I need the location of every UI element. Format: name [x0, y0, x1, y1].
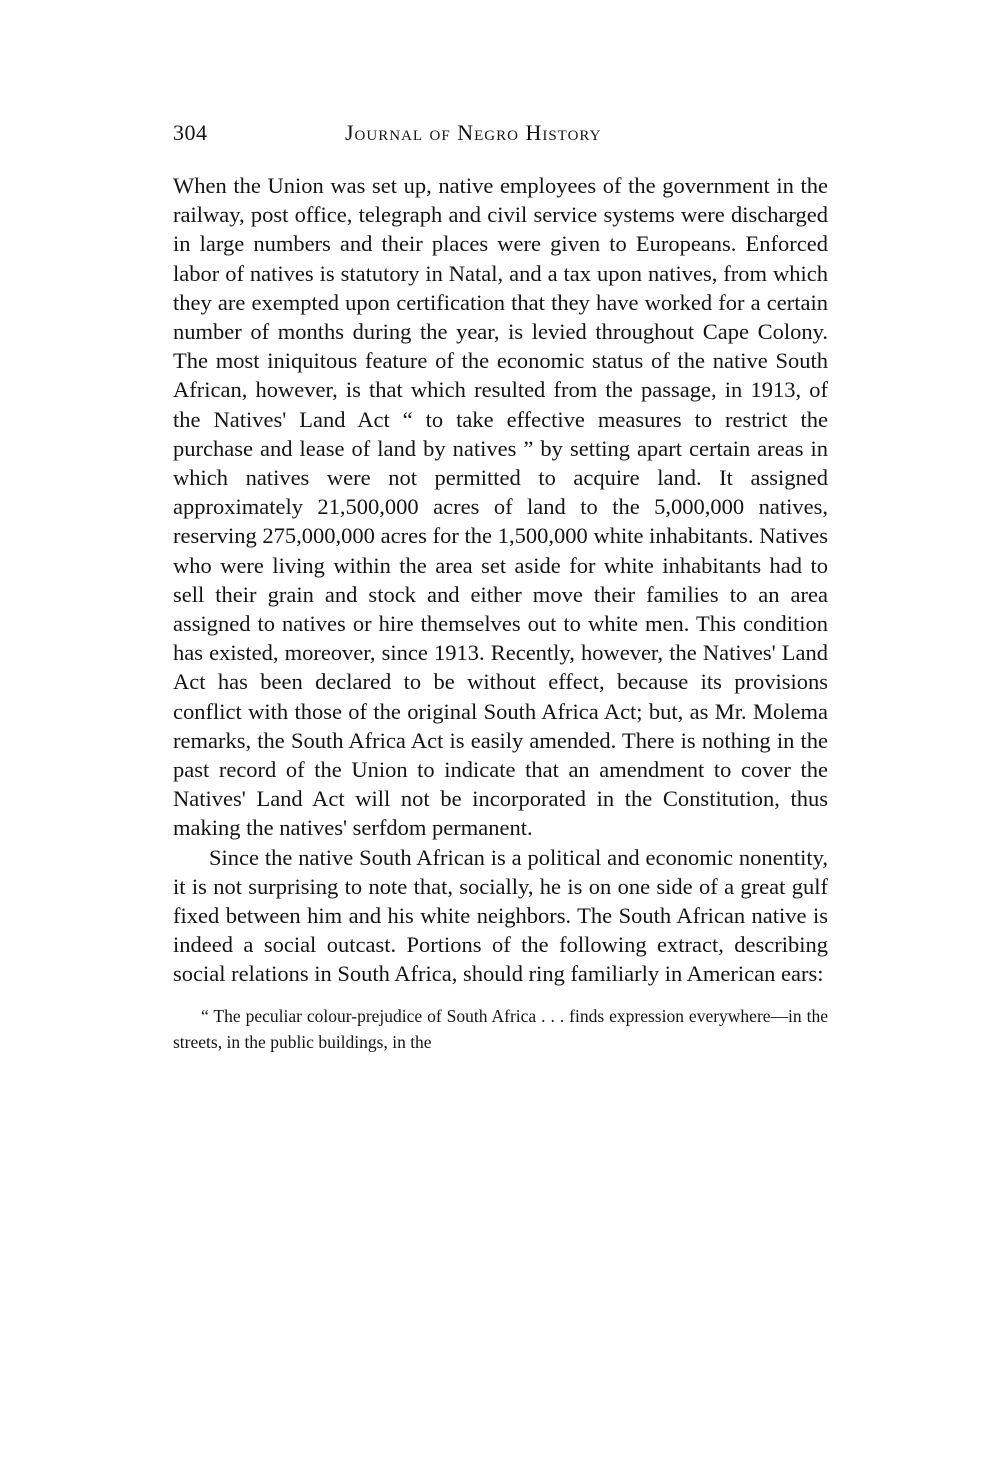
running-head [173, 118, 828, 148]
journal-title: Journal of Negro History [345, 120, 602, 145]
page [173, 118, 828, 1055]
block-quote-extract: “ The peculiar colour-prejudice of South Africa . . . finds expression everywhere—in the streets, in the public buildings, in the [173, 1005, 828, 1052]
paragraph-union-employment: When the Union was set up, native employees of the government in the railway, post office, telegraph and civil service systems were discharged in large numbers and their places were given to Europeans. Enforced labor of natives is statutory in Natal, and a tax upon natives, from which they are exempted upon certification that they have worked for a certain number of months during the year, is levied throughout Cape Colony. The most iniquitous feature of the economic status of the native South African, however, is that which resulted from the passage, in 1913, of the Natives' Land Act “ to take effective measures to restrict the purchase and lease of land by natives ” by setting apart certain areas in which natives were not permitted to acquire land. It assigned approximately 21,500,000 acres of land to the 5,000,000 natives, reserving 275,000,000 acres for the 1,500,000 white inhabitants. Natives who were living within the area set aside for white inhabitants had to sell their grain and stock and either move their families to an area assigned to natives or hire themselves out to white men. This condition has existed, moreover, since 1913. Recently, however, the Natives' Land Act has been declared to be without effect, because its provisions conflict with those of the original South Africa Act; but, as Mr. Molema remarks, the South Africa Act is easily amended. There is nothing in the past record of the Union to indicate that an amendment to cover the Natives' Land Act will not be incorporated in the Constitution, thus making the natives' serfdom permanent. [173, 173, 828, 841]
page-number: 304 [173, 120, 208, 145]
paragraph-social-outcast: Since the native South African is a political and economic nonentity, it is not surprising to note that, socially, he is on one side of a great gulf fixed between him and his white neighbors. The South African native is indeed a social outcast. Portions of the following extract, describing social relations in South Africa, should ring familiarly in American ears: [173, 844, 828, 987]
body-text [173, 171, 828, 989]
